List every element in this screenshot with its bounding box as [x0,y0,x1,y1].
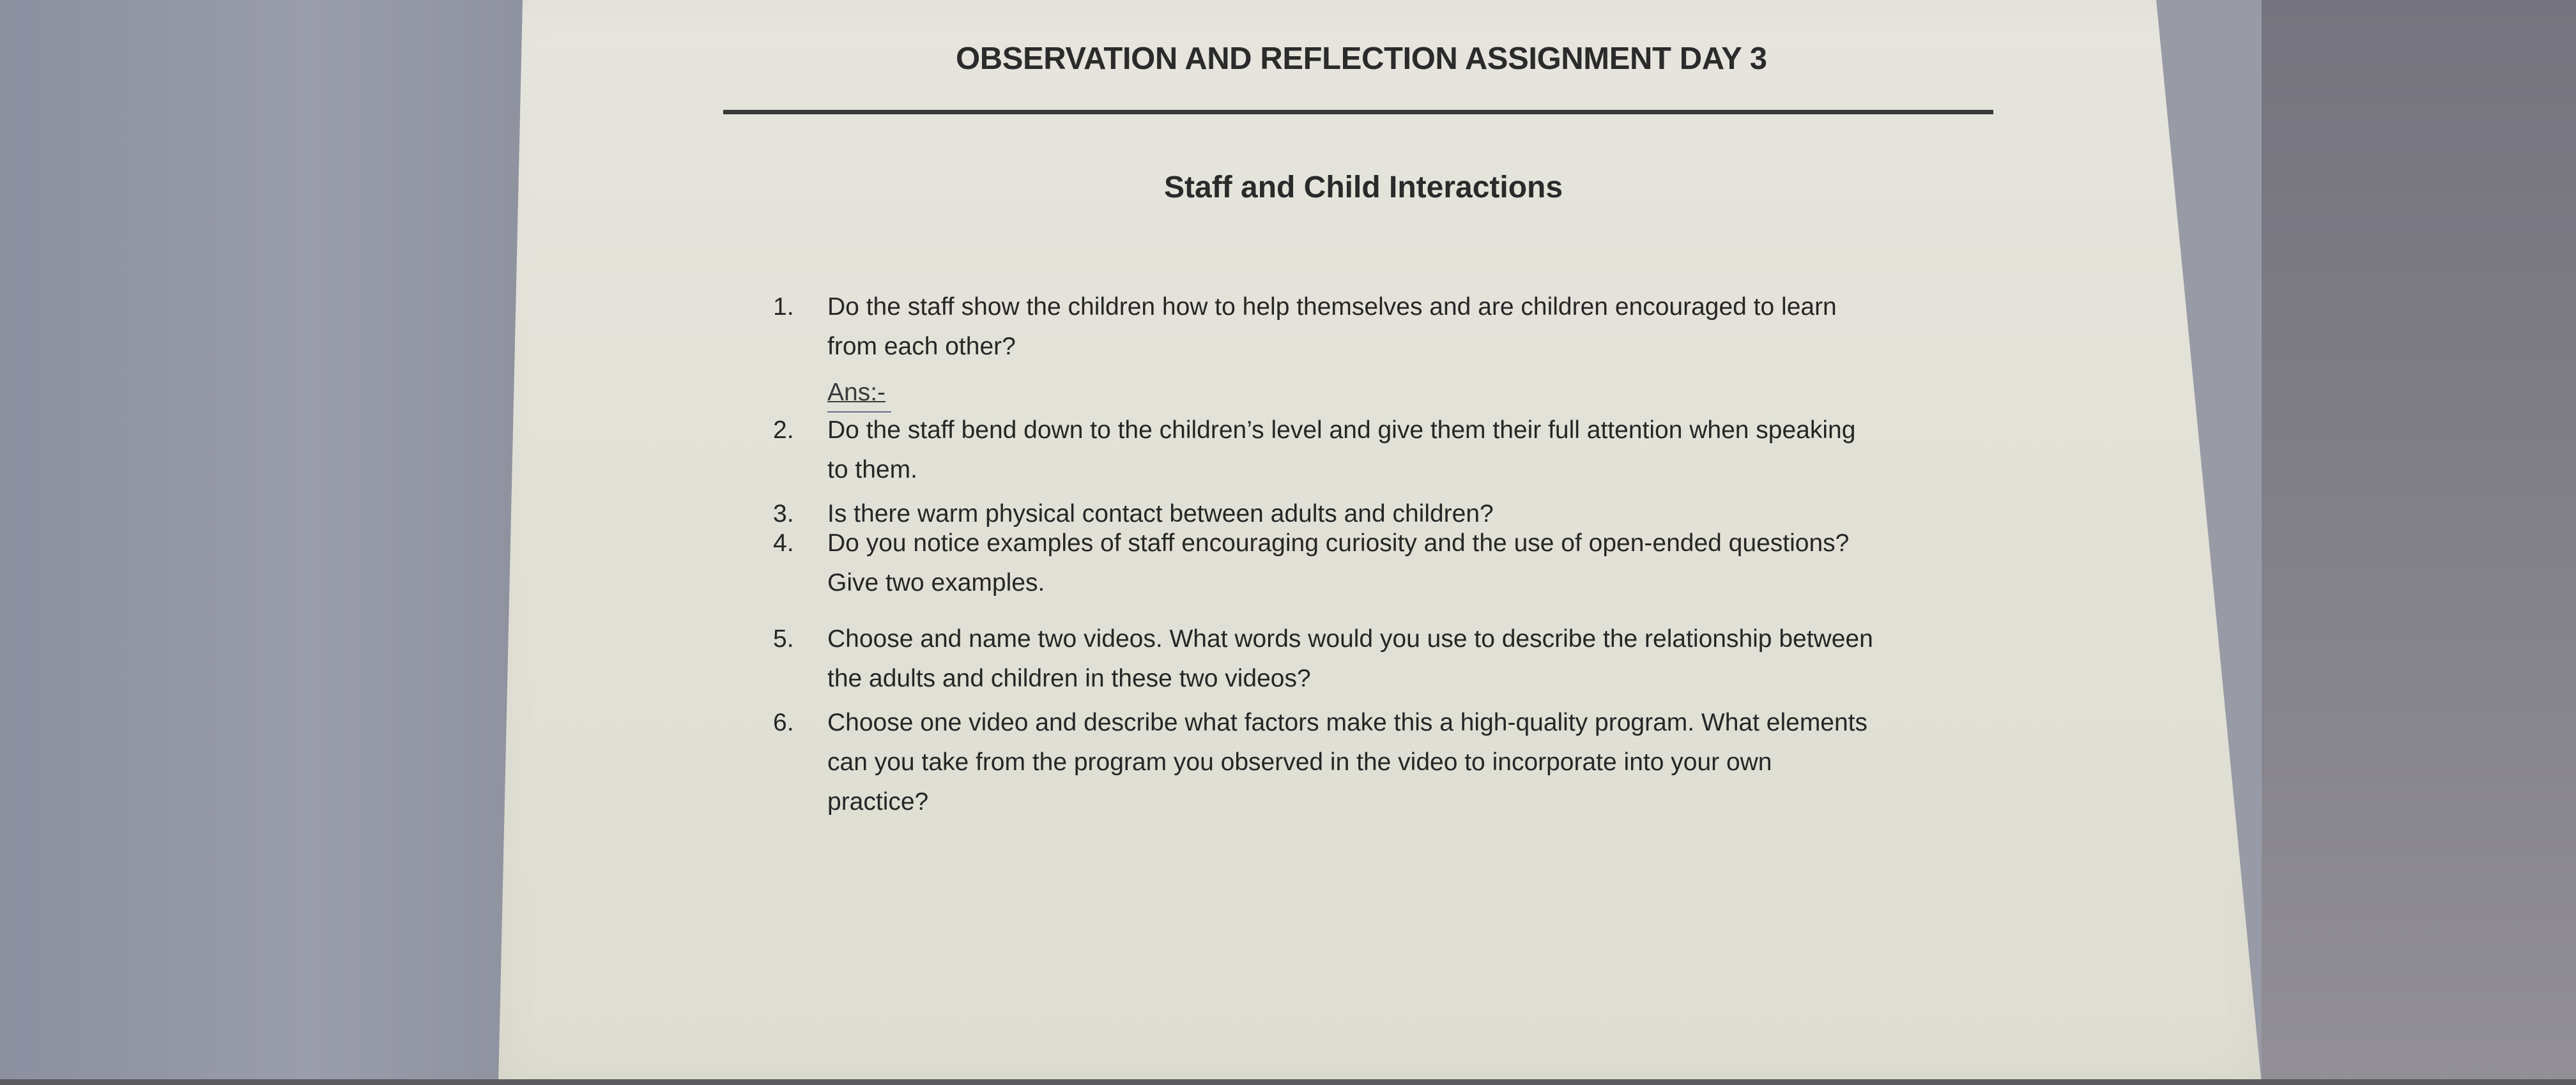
question-line: Do you notice examples of staff encouraging curiosity and the use of open-ended questions? [827,529,1850,557]
background-right-shadow [2262,0,2576,1085]
question-number: 4. [773,529,794,557]
question-line: from each other? [827,333,1016,360]
question-line: Is there warm physical contact between adults and children? [827,500,1494,527]
section-heading: Staff and Child Interactions [1164,171,1563,204]
question-line: to them. [827,456,917,483]
question-text [827,619,2041,699]
question-line: Do the staff show the children how to help themselves and are children encouraged to learn [827,293,1837,321]
title-divider [723,110,1993,114]
question-text [827,524,2041,603]
screen-bottom-edge [0,1079,2576,1085]
question-line: Give two examples. [827,569,1045,596]
question-line: Choose one video and describe what factors make this a high-quality program. What elements [827,709,1868,736]
question-line: practice? [827,788,929,816]
question-number: 6. [773,709,794,736]
question-number: 3. [773,500,794,527]
question-line: the adults and children in these two videos? [827,665,1311,692]
question-number: 2. [773,416,794,444]
document-title: OBSERVATION AND REFLECTION ASSIGNMENT DAY 3 [956,42,1767,76]
question-text [827,703,2041,822]
answer-label[interactable]: Ans:- [827,379,886,406]
question-number: 1. [773,293,794,321]
question-text [827,411,2041,490]
question-line: Do the staff bend down to the children’s level and give them their full attention when speaking [827,416,1856,444]
question-line: Choose and name two videos. What words would you use to describe the relationship between [827,625,1873,653]
question-text [827,287,2041,367]
question-number: 5. [773,625,794,653]
question-line: can you take from the program you observed in the video to incorporate into your own [827,748,1772,776]
